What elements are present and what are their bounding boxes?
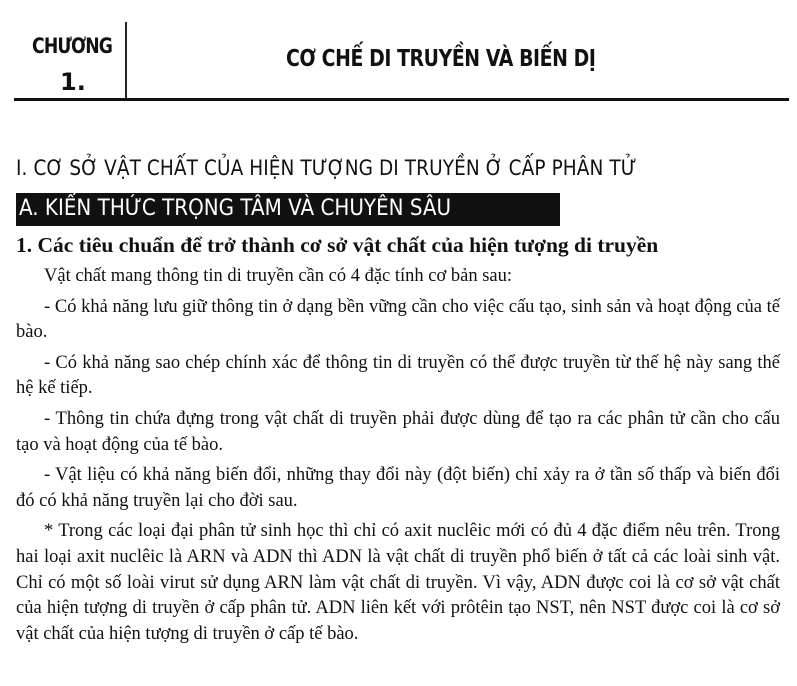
section-banner — [16, 193, 560, 226]
chapter-divider — [125, 22, 127, 98]
header-rule — [14, 98, 789, 101]
section-banner-text: A. KIẾN THỨC TRỌNG TÂM VÀ CHUYÊN SÂU — [19, 196, 452, 221]
chapter-label: CHƯƠNG — [32, 34, 113, 58]
paragraph: - Thông tin chứa đựng trong vật chất di truyền phải được dùng để tạo ra các phân tử cần cho cấu tạo và hoạt động của tế bào. — [16, 408, 780, 455]
section-heading: I. CƠ SỞ VẬT CHẤT CỦA HIỆN TƯỢNG DI TRUYỀN Ở CẤP PHÂN TỬ — [16, 156, 637, 180]
chapter-title: CƠ CHẾ DI TRUYỀN VÀ BIẾN DỊ — [286, 46, 596, 72]
paragraph: - Vật liệu có khả năng biến đổi, những thay đổi này (đột biến) chỉ xảy ra ở tần số thấp và biến đổi đó có khả năng truyền lại cho đời sau. — [16, 465, 780, 511]
chapter-label-box — [14, 24, 126, 96]
paragraph: * Trong các loại đại phân tử sinh học thì chỉ có axit nuclêic mới có đủ 4 đặc điểm nêu trên. Trong hai loại axit nuclêic là ARN và ADN thì ADN là vật chất di truyền phổ biến ở tất cả các loài sinh vật. Chỉ có một số loài virut sử dụng ARN làm vật chất di truyền. Vì vậy, ADN được coi là cơ sở vật chất của hiện tượng di truyền ở cấp phân tử. ADN liên kết với prôtêin tạo NST, nên NST được coi là cơ sở vật chất của hiện tượng di truyền ở cấp tế bào. — [16, 521, 780, 644]
chapter-number: 1. — [60, 68, 86, 96]
subsection-heading: 1. Các tiêu chuẩn để trở thành cơ sở vật chất của hiện tượng di truyền — [16, 233, 659, 257]
paragraph: Vật chất mang thông tin di truyền cần có 4 đặc tính cơ bản sau: — [44, 266, 513, 286]
paragraph: - Có khả năng lưu giữ thông tin ở dạng bền vững cần cho việc cấu tạo, sinh sản và hoạt động của tế bào. — [16, 296, 780, 343]
paragraph: - Có khả năng sao chép chính xác để thông tin di truyền có thể được truyền từ thế hệ này sang thế hệ kế tiếp. — [16, 352, 780, 399]
body-text — [16, 264, 780, 647]
